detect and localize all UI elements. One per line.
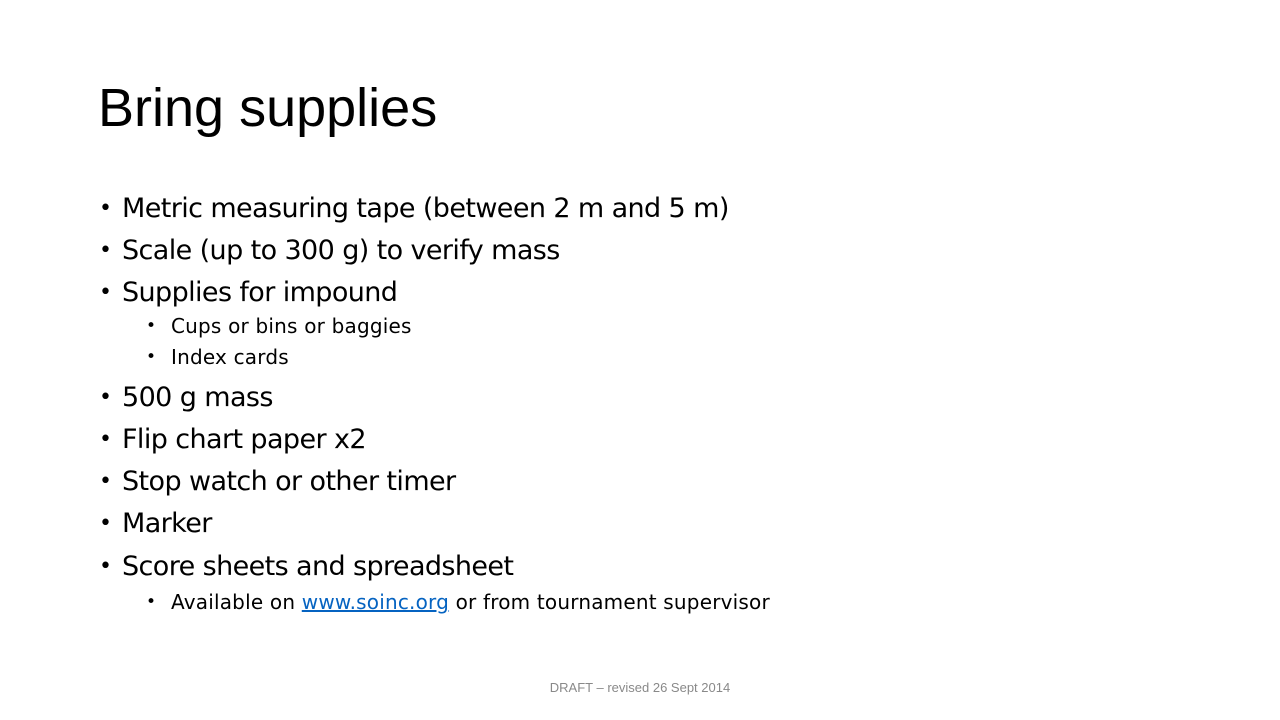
bullet-text: Stop watch or other timer	[122, 466, 456, 497]
bullet-icon: •	[99, 280, 112, 305]
bullet-scale	[99, 233, 560, 269]
sub-bullet-cups	[146, 313, 412, 339]
bullet-score-sheets	[99, 549, 514, 585]
bullet-icon: •	[99, 554, 112, 579]
bullet-icon: •	[99, 385, 112, 410]
bullet-text: 500 g mass	[122, 382, 273, 413]
bullet-text: Score sheets and spreadsheet	[122, 551, 514, 582]
bullet-icon: •	[99, 427, 112, 452]
soinc-link[interactable]: www.soinc.org	[301, 590, 450, 614]
bullet-text: Scale (up to 300 g) to verify mass	[122, 235, 560, 266]
bullet-icon: •	[99, 238, 112, 263]
bullet-text-suffix: or from tournament supervisor	[449, 590, 770, 614]
bullet-text: Metric measuring tape (between 2 m and 5 m)	[122, 193, 729, 224]
bullet-measuring-tape	[99, 191, 729, 227]
bullet-text: Index cards	[171, 345, 289, 369]
bullet-icon: •	[99, 511, 112, 536]
sub-bullet-availability	[146, 589, 770, 615]
bullet-icon: •	[99, 196, 112, 221]
bullet-text-prefix: Available on	[171, 590, 302, 614]
bullet-marker	[99, 506, 212, 542]
bullet-text: Flip chart paper x2	[122, 424, 366, 455]
bullet-text: Cups or bins or baggies	[171, 314, 412, 338]
bullet-icon: •	[146, 347, 157, 367]
bullet-impound-supplies	[99, 275, 398, 311]
slide-title: Bring supplies	[98, 78, 438, 138]
sub-bullet-index-cards	[146, 344, 289, 370]
bullet-icon: •	[146, 592, 157, 612]
bullet-stop-watch	[99, 464, 456, 500]
bullet-text: Marker	[122, 508, 212, 539]
bullet-icon: •	[99, 469, 112, 494]
bullet-icon: •	[146, 316, 157, 336]
bullet-mass	[99, 380, 273, 416]
bullet-text: Supplies for impound	[122, 277, 398, 308]
bullet-flip-chart	[99, 422, 366, 458]
slide-footer: DRAFT – revised 26 Sept 2014	[549, 680, 731, 695]
